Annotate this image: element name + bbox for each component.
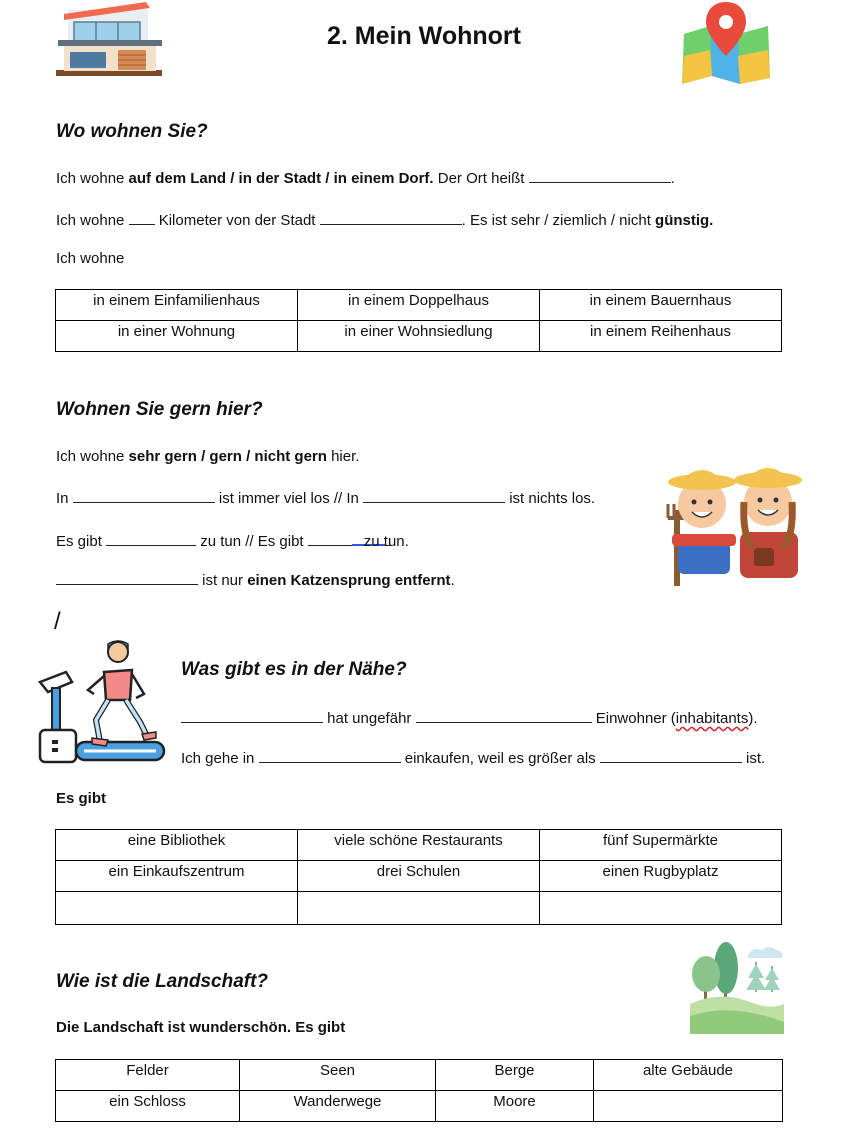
blank-katzensprung[interactable] — [56, 570, 198, 585]
page-title: 2. Mein Wohnort — [327, 22, 521, 50]
housing-table — [55, 289, 782, 352]
sentence-zu-tun: Es gibt zu tun // Es gibt zu tun. — [56, 530, 409, 550]
section-heading-wohnen: Wo wohnen Sie? — [56, 121, 208, 142]
table-cell: Seen — [240, 1060, 436, 1091]
sentence-einkaufen: Ich gehe in einkaufen, weil es größer als ist. — [181, 750, 766, 767]
table-cell: in einem Einfamilienhaus — [56, 290, 298, 321]
sentence-katzensprung: ist nur einen Katzensprung entfernt. — [56, 570, 455, 589]
table-cell: drei Schulen — [298, 861, 540, 892]
table-cell-empty[interactable] — [594, 1091, 783, 1122]
table-cell: ein Schloss — [56, 1091, 240, 1122]
table-cell: alte Gebäude — [594, 1060, 783, 1091]
table-row — [56, 290, 782, 321]
table-cell: fünf Supermärkte — [540, 830, 782, 861]
table-cell: in einer Wohnsiedlung — [298, 321, 540, 352]
landscape-icon — [690, 942, 784, 1034]
table-row — [56, 861, 782, 892]
sentence-einwohner: hat ungefähr Einwohner (inhabitants). — [181, 708, 758, 727]
section-heading-naehe: Was gibt es in der Nähe? — [181, 659, 407, 680]
table-cell: eine Bibliothek — [56, 830, 298, 861]
landscape-table — [55, 1059, 783, 1122]
table-row — [56, 321, 782, 352]
stray-slash: / — [54, 608, 61, 635]
section-heading-landschaft: Wie ist die Landschaft? — [56, 971, 269, 992]
table-row — [56, 892, 782, 925]
blank-ort[interactable] — [529, 168, 671, 183]
table-row — [56, 830, 782, 861]
table-cell: ein Einkaufszentrum — [56, 861, 298, 892]
sentence-ich-wohne: Ich wohne — [56, 250, 125, 267]
label-es-gibt: Es gibt — [56, 790, 107, 807]
sentence-gern: Ich wohne sehr gern / gern / nicht gern hier. — [56, 448, 360, 465]
sentence-viel-los: In ist immer viel los // In ist nichts los. — [56, 490, 596, 507]
blank-stadt[interactable] — [320, 210, 462, 225]
blank-zu-tun-1[interactable] — [106, 531, 196, 546]
farmers-icon — [644, 458, 810, 588]
table-cell: in einer Wohnung — [56, 321, 298, 352]
sentence-wohnort: Ich wohne auf dem Land / in der Stadt / in einem Dorf. Der Ort heißt . — [56, 170, 675, 187]
table-cell: Moore — [436, 1091, 594, 1122]
map-pin-icon — [680, 0, 772, 84]
blank-kilometer[interactable] — [129, 210, 155, 225]
blank-vergleich[interactable] — [600, 748, 742, 763]
label-landschaft: Die Landschaft ist wunderschön. Es gibt — [56, 1019, 346, 1036]
table-cell: in einem Reihenhaus — [540, 321, 782, 352]
table-cell: in einem Doppelhaus — [298, 290, 540, 321]
table-cell: Berge — [436, 1060, 594, 1091]
table-cell-empty[interactable] — [56, 892, 298, 925]
blank-viel-los[interactable] — [73, 488, 215, 503]
table-cell: Wanderwege — [240, 1091, 436, 1122]
table-row — [56, 1091, 783, 1122]
treadmill-icon — [36, 638, 168, 768]
table-cell: in einem Bauernhaus — [540, 290, 782, 321]
table-cell: Felder — [56, 1060, 240, 1091]
sentence-kilometer: Ich wohne Kilometer von der Stadt . Es ist sehr / ziemlich / nicht günstig. — [56, 212, 714, 229]
section-heading-gern: Wohnen Sie gern hier? — [56, 399, 263, 420]
blank-einwohner-zahl[interactable] — [416, 708, 592, 723]
table-cell-empty[interactable] — [298, 892, 540, 925]
table-cell: einen Rugbyplatz — [540, 861, 782, 892]
table-cell-empty[interactable] — [540, 892, 782, 925]
blank-nichts-los[interactable] — [363, 488, 505, 503]
table-row — [56, 1060, 783, 1091]
table-cell: viele schöne Restaurants — [298, 830, 540, 861]
blank-ort-name[interactable] — [181, 708, 323, 723]
blank-einkaufen-ort[interactable] — [259, 748, 401, 763]
facilities-table — [55, 829, 782, 925]
